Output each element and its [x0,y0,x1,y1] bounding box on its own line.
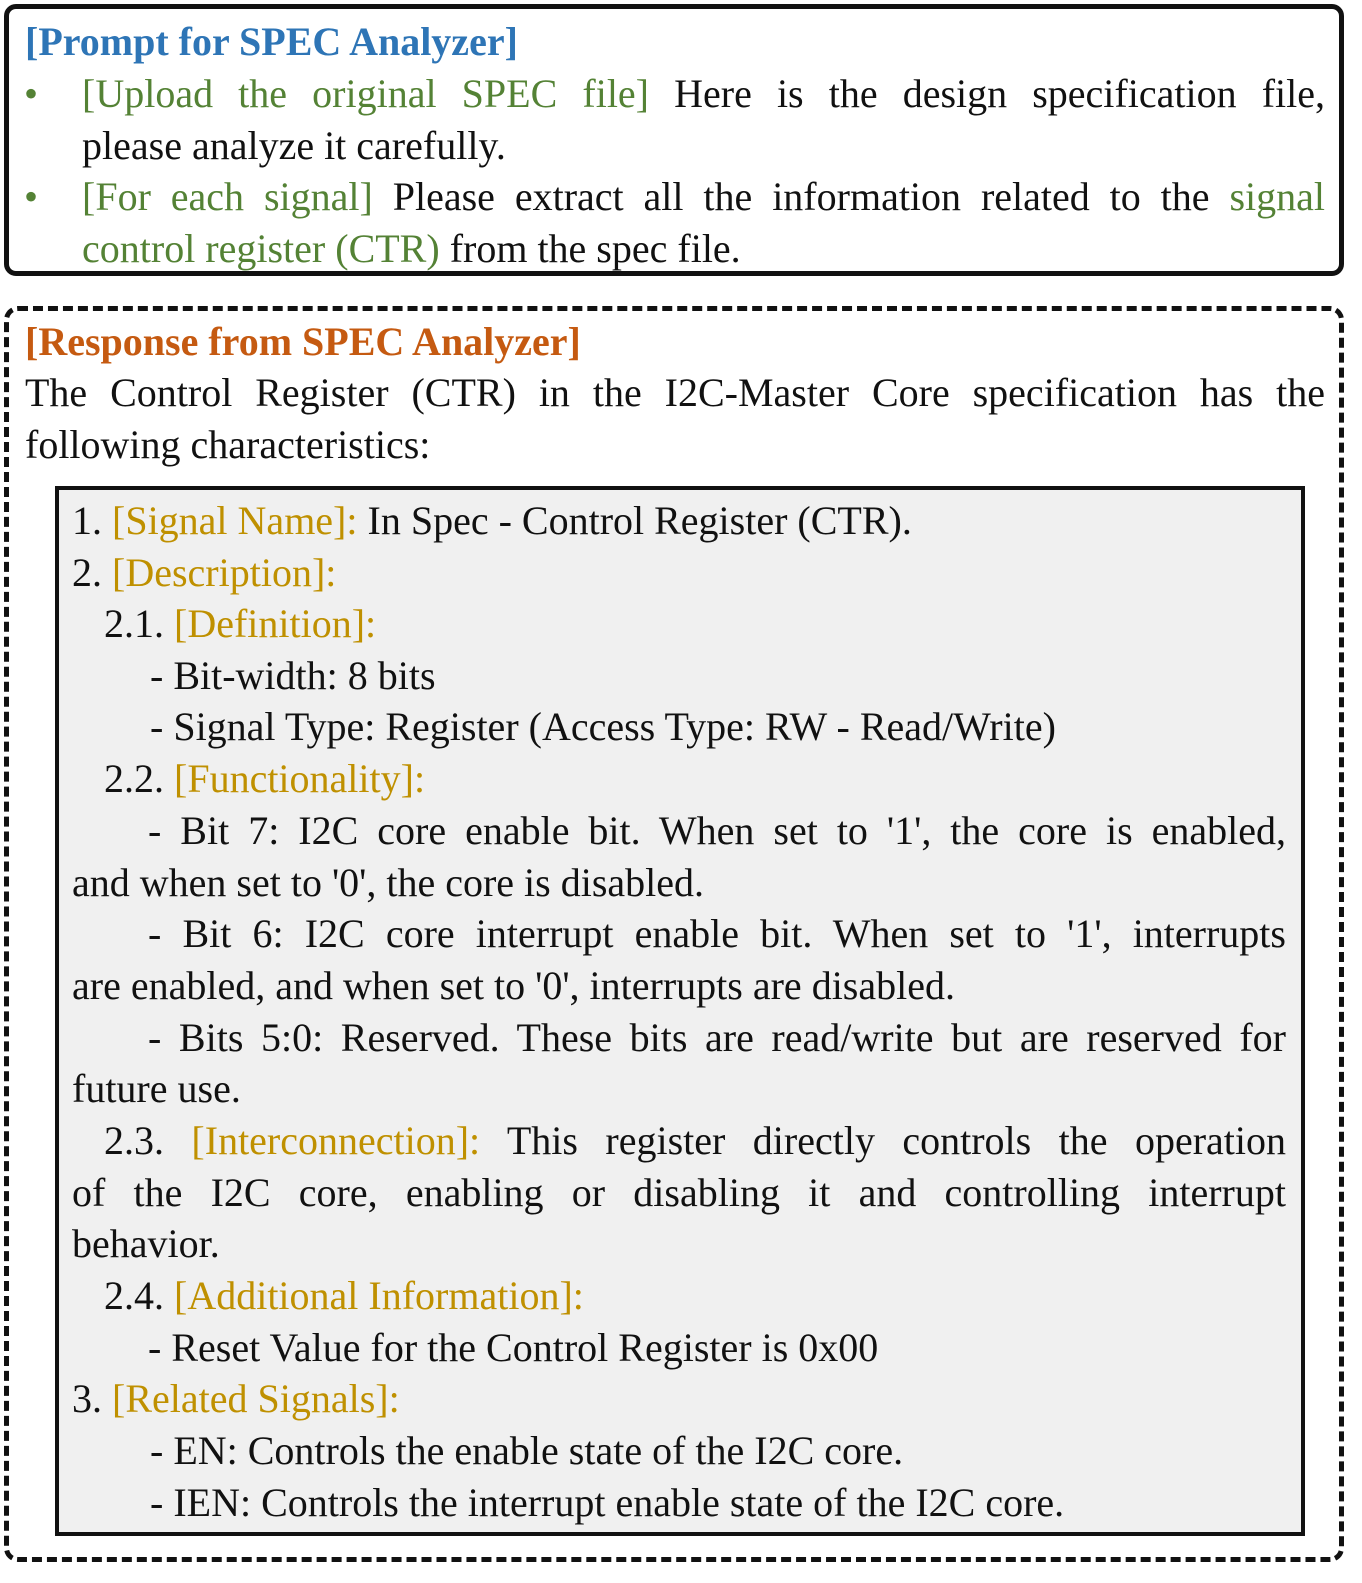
bit6-line1: - Bit 6: I2C core interrupt enable bit. When set to '1', interrupts [148,911,1286,956]
related-signals-item: 3. [Related Signals]: [72,1376,400,1421]
prompt-tag-upload: [Upload the original SPEC file] [82,71,650,116]
description-item: 2. [Description]: [72,550,337,595]
bit-width-line: - Bit-width: 8 bits [150,653,436,698]
bullet-icon: • [24,71,39,116]
prompt-item-signal-line2: control register (CTR) from the spec file. [82,226,741,271]
signal-type-line: - Signal Type: Register (Access Type: RW - Read/Write) [150,704,1056,749]
interconnection-line1: 2.3. [Interconnection]: This register directly controls the operation [104,1118,1286,1163]
prompt-item-upload-line2: please analyze it carefully. [82,123,506,168]
definition-item: 2.1. [Definition]: [104,601,377,646]
ien-signal-line: - IEN: Controls the interrupt enable state of the I2C core. [150,1480,1065,1525]
prompt-item-upload-line1: [Upload the original SPEC file] Here is the design specification file, [82,71,1325,116]
interconnection-line2: of the I2C core, enabling or disabling it and controlling interrupt [72,1170,1286,1215]
response-heading: [Response from SPEC Analyzer] [25,319,581,364]
prompt-heading: [Prompt for SPEC Analyzer] [25,19,518,64]
signal-name-item: 1. [Signal Name]: In Spec - Control Register (CTR). [72,498,912,543]
prompt-item-signal-line1: [For each signal] Please extract all the information related to the signal [82,174,1325,219]
en-signal-line: - EN: Controls the enable state of the I2C core. [150,1428,904,1473]
prompt-tag-signal: [For each signal] [82,174,373,219]
bits50-line2: future use. [72,1066,241,1111]
bit6-line2: are enabled, and when set to '0', interrupts are disabled. [72,963,955,1008]
bits50-line1: - Bits 5:0: Reserved. These bits are read/write but are reserved for [148,1015,1286,1060]
response-intro-line1: The Control Register (CTR) in the I2C-Master Core specification has the [25,370,1325,415]
bit7-line2: and when set to '0', the core is disabled. [72,860,705,905]
bullet-icon: • [24,174,39,219]
bit7-line1: - Bit 7: I2C core enable bit. When set to '1', the core is enabled, [148,808,1286,853]
additional-info-item: 2.4. [Additional Information]: [104,1273,584,1318]
interconnection-line3: behavior. [72,1221,220,1266]
functionality-item: 2.2. [Functionality]: [104,756,426,801]
reset-value-line: - Reset Value for the Control Register is 0x00 [148,1325,879,1370]
response-intro-line2: following characteristics: [25,422,431,467]
